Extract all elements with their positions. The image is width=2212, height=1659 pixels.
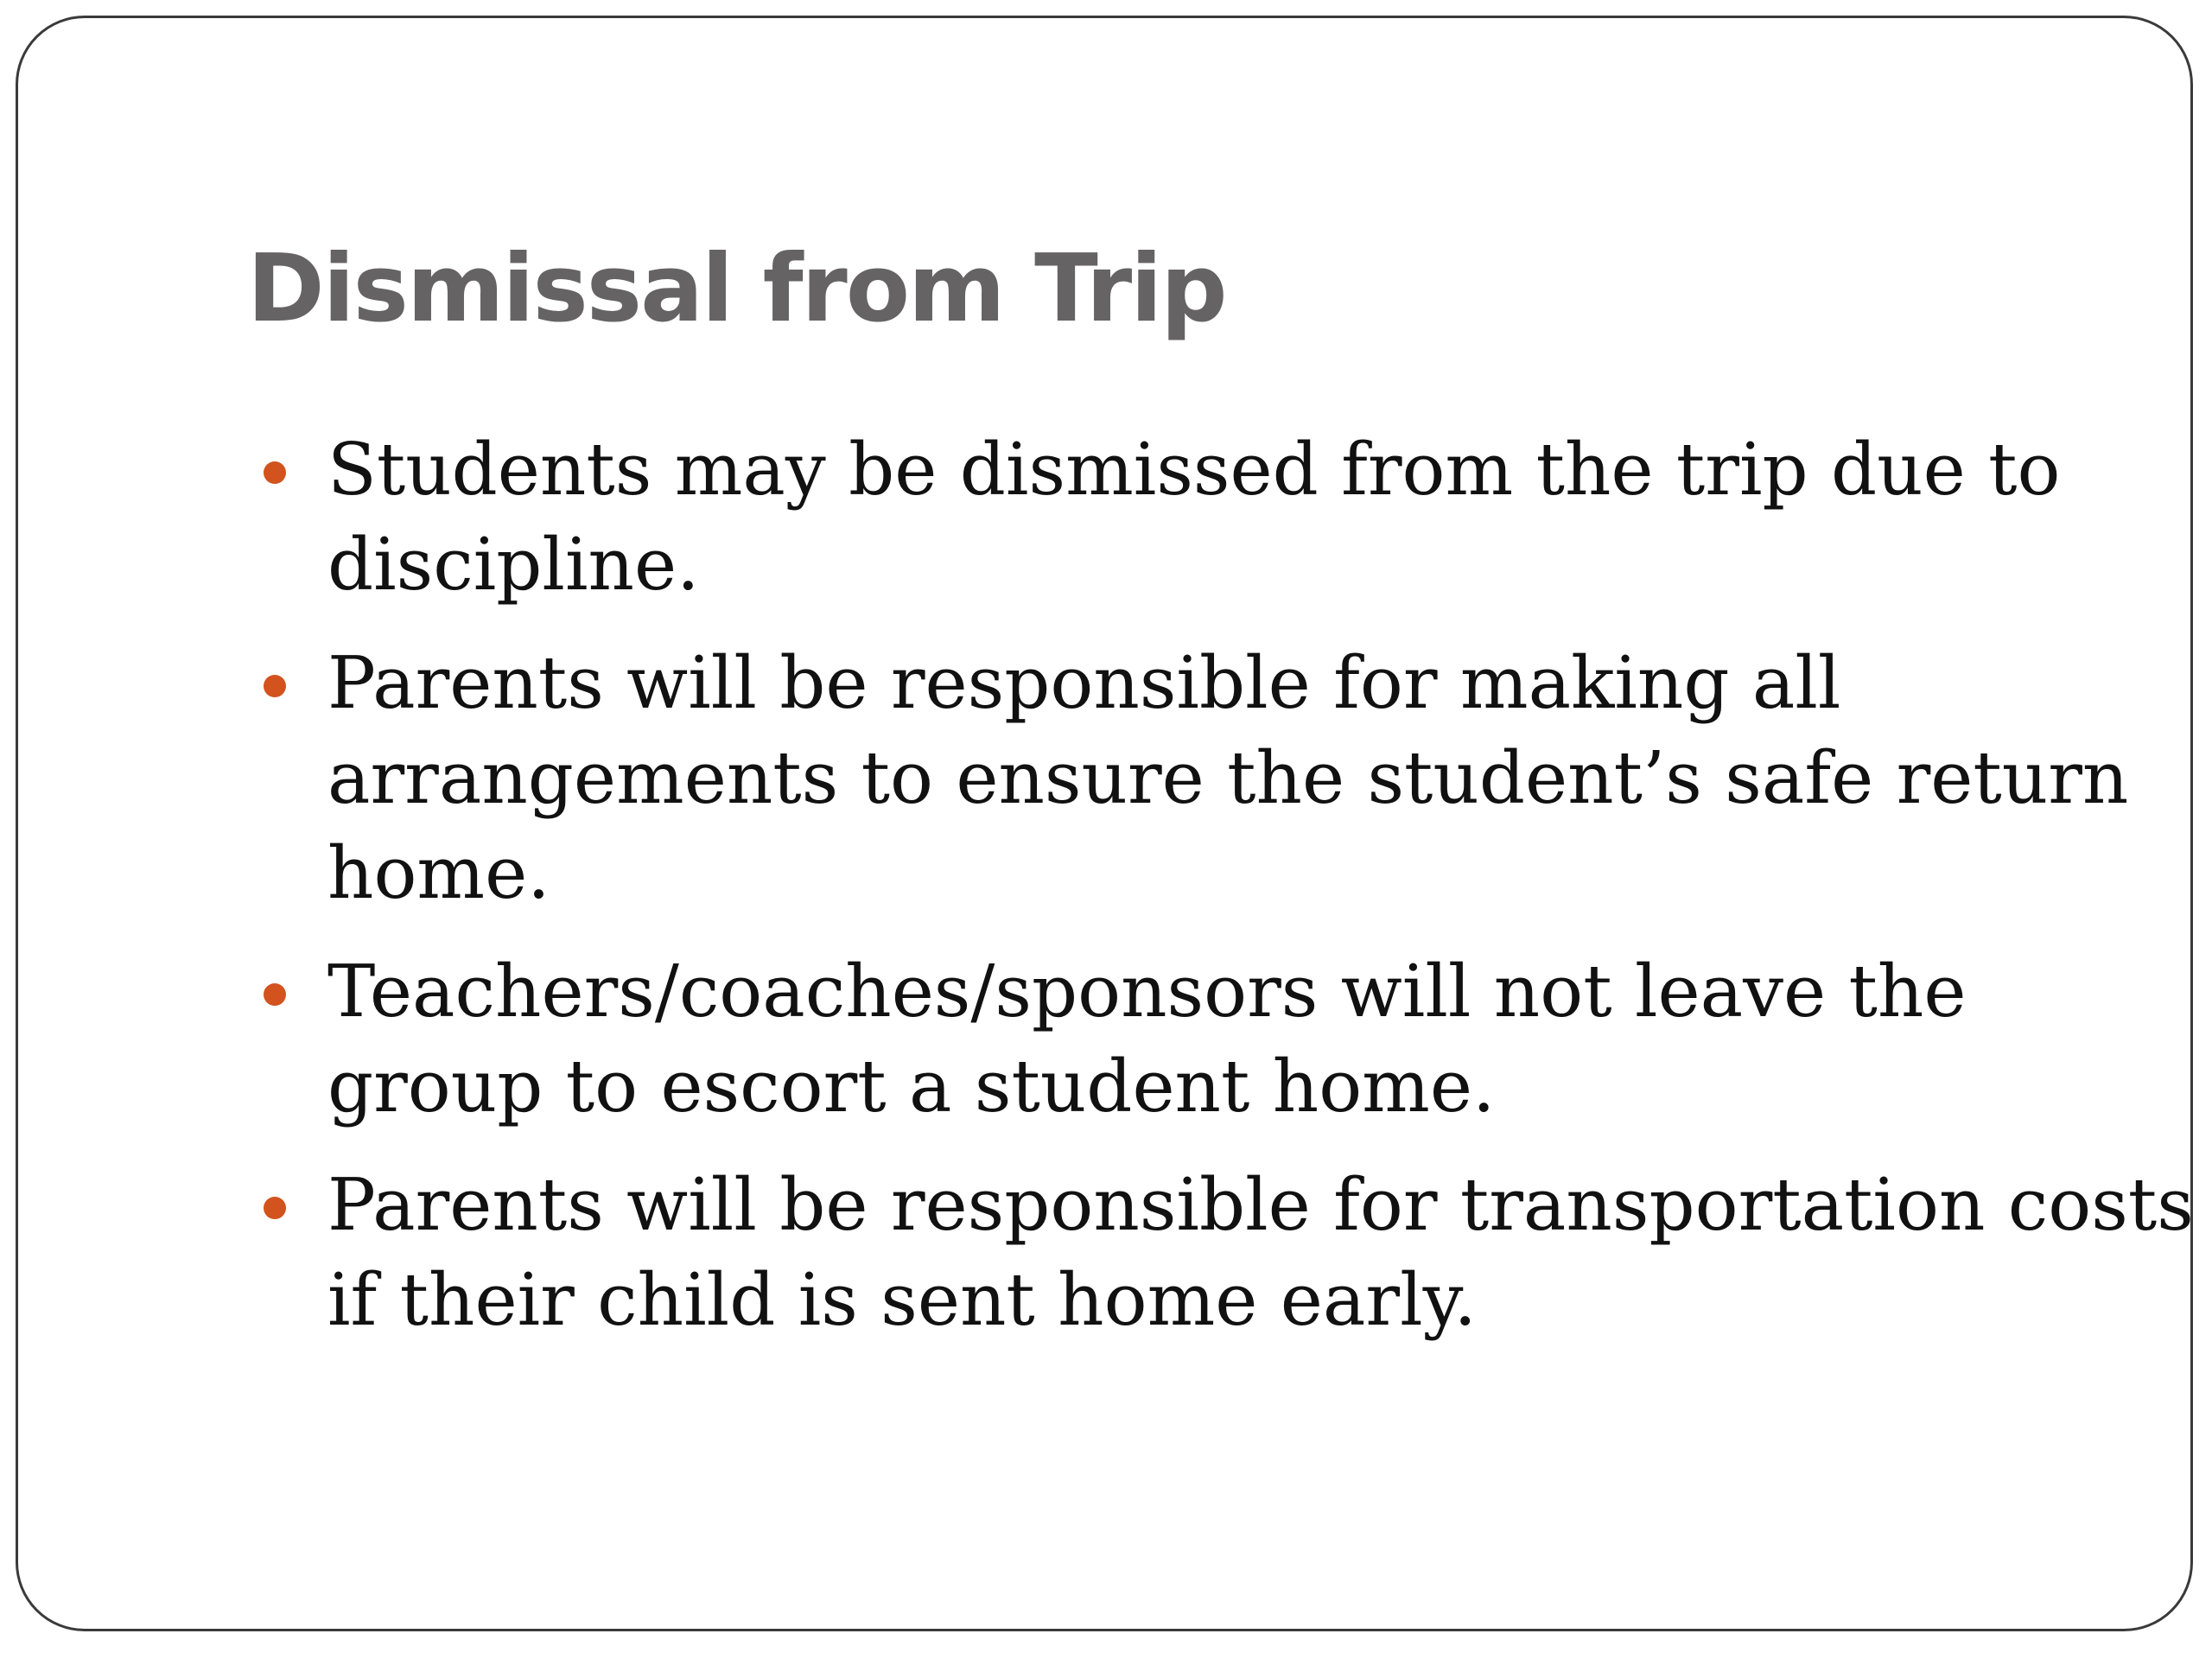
bullet-item: [245, 944, 2180, 1135]
bullet-dot-icon: [264, 675, 286, 697]
bullet-item: [245, 423, 2180, 613]
bullet-item: [245, 1158, 2194, 1348]
bullet-item: [245, 636, 2180, 921]
slide-title: Dismissal from Trip: [247, 235, 1226, 343]
bullet-text-line: arrangements to ensure the student’s safe return: [327, 736, 2129, 820]
bullet-text-line: home.: [327, 831, 550, 915]
bullet-text-line: discipline.: [327, 523, 700, 607]
bullet-text-line: Teachers/coaches/sponsors will not leave the: [327, 950, 1967, 1033]
bullet-dot-icon: [264, 1197, 286, 1219]
bullet-list: [245, 423, 2194, 1371]
bullet-text-line: Parents will be responsible for making all: [327, 641, 1841, 725]
bullet-text-line: Students may be dismissed from the trip due to: [327, 428, 2061, 512]
slide-frame: [16, 16, 2193, 1631]
bullet-dot-icon: [264, 983, 286, 1006]
bullet-dot-icon: [264, 461, 286, 484]
bullet-text-line: if their child is sent home early.: [327, 1258, 1477, 1342]
bullet-text-line: Parents will be responsible for transportation costs: [327, 1163, 2194, 1247]
bullet-text-line: group to escort a student home.: [327, 1045, 1496, 1128]
